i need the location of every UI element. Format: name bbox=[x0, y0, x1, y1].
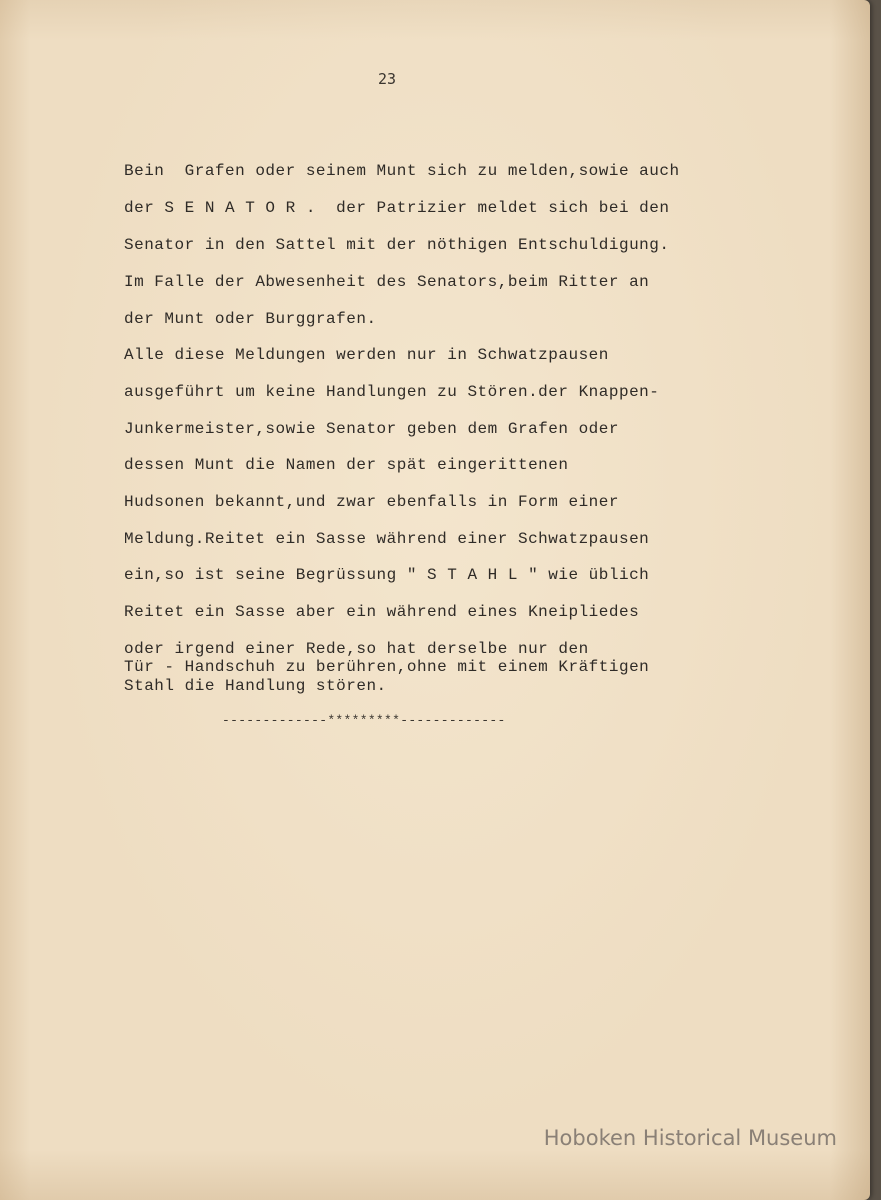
text-line: Alle diese Meldungen werden nur in Schwatzpausen bbox=[124, 346, 609, 364]
text-line: Hudsonen bekannt,und zwar ebenfalls in Form einer bbox=[124, 493, 619, 511]
text-line: Junkermeister,sowie Senator geben dem Grafen oder bbox=[124, 420, 619, 438]
text-line: Stahl die Handlung stören. bbox=[124, 677, 387, 695]
text-line: dessen Munt die Namen der spät eingerittenen bbox=[124, 456, 569, 474]
page-number: 23 bbox=[377, 70, 397, 88]
text-line: der Munt oder Burggrafen. bbox=[124, 310, 377, 328]
section-separator: -------------*********------------- bbox=[222, 713, 506, 728]
text-line: ein,so ist seine Begrüssung " S T A H L " wie üblich bbox=[124, 566, 650, 584]
text-line: Tür - Handschuh zu berühren,ohne mit einem Kräftigen bbox=[124, 658, 650, 676]
text-line: Senator in den Sattel mit der nöthigen Entschuldigung. bbox=[124, 236, 670, 254]
text-line: Im Falle der Abwesenheit des Senators,beim Ritter an bbox=[124, 273, 650, 291]
museum-watermark: Hoboken Historical Museum bbox=[543, 1126, 837, 1150]
text-line: ausgeführt um keine Handlungen zu Stören.der Knappen- bbox=[124, 383, 660, 401]
text-line: Reitet ein Sasse aber ein während eines Kneipliedes bbox=[124, 603, 640, 621]
text-line: oder irgend einer Rede,so hat derselbe nur den bbox=[124, 640, 589, 658]
text-line: der S E N A T O R . der Patrizier meldet sich bei den bbox=[124, 199, 670, 217]
text-line: Bein Grafen oder seinem Munt sich zu melden,sowie auch bbox=[124, 162, 680, 180]
text-line: Meldung.Reitet ein Sasse während einer Schwatzpausen bbox=[124, 530, 650, 548]
